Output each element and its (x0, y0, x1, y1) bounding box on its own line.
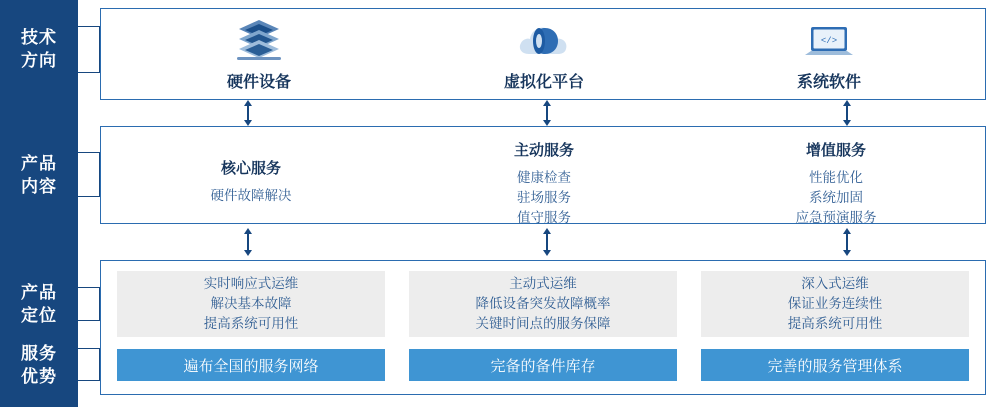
rail-label-service-advantage (0, 342, 78, 388)
rail-label-line: 产品 (21, 283, 57, 302)
positioning-line: 提高系统可用性 (787, 316, 883, 331)
positioning-line: 降低设备突发故障概率 (475, 296, 611, 311)
laptop-code-icon (699, 15, 959, 67)
positioning-box-proactive[interactable] (409, 271, 677, 337)
rail-label-line: 产品 (21, 154, 57, 173)
content-column-proactive[interactable] (404, 139, 684, 228)
svg-text:</>: </> (820, 36, 838, 46)
advantage-box-management[interactable]: 完善的服务管理体系 (701, 349, 969, 381)
content-item: 系统加固 (809, 190, 863, 205)
rail-connector (78, 152, 100, 153)
arrow-content-to-bottom (840, 228, 854, 256)
content-item: 性能优化 (809, 170, 863, 185)
content-item: 应急预演服务 (795, 210, 877, 225)
tech-column-label: 系统软件 (796, 74, 861, 91)
rail-connector (78, 348, 100, 349)
rail-label-line: 优势 (21, 367, 57, 386)
arrow-content-to-bottom (241, 228, 255, 256)
rail-connector (78, 287, 100, 288)
rail-connector (78, 196, 100, 197)
arrow-tech-to-content (540, 100, 554, 126)
content-column-valueadded[interactable] (696, 139, 976, 228)
rail-label-tech-direction (0, 26, 78, 72)
rail-connector (78, 26, 100, 27)
arrow-content-to-bottom (540, 228, 554, 256)
arrow-tech-to-content (840, 100, 854, 126)
positioning-line: 实时响应式运维 (203, 276, 299, 291)
rail-label-line: 定位 (21, 306, 57, 325)
content-column-core[interactable] (111, 139, 391, 206)
rail-connector (78, 72, 100, 73)
positioning-advantage-panel (100, 260, 986, 395)
tech-column-label: 硬件设备 (226, 74, 291, 91)
arrow-tech-to-content (241, 100, 255, 126)
rail-label-line: 服务 (21, 344, 57, 363)
content-item: 驻场服务 (517, 190, 571, 205)
positioning-line: 深入式运维 (801, 276, 869, 291)
positioning-box-realtime[interactable] (117, 271, 385, 337)
positioning-line: 保证业务连续性 (787, 296, 883, 311)
positioning-line: 解决基本故障 (210, 296, 292, 311)
content-column-head: 核心服务 (220, 160, 281, 177)
product-content-panel (100, 126, 986, 224)
rail-label-line: 方向 (21, 51, 57, 70)
rail-label-line: 技术 (21, 28, 57, 47)
rail-connector (78, 320, 100, 321)
server-stack-icon (129, 15, 389, 67)
positioning-line: 关键时间点的服务保障 (475, 316, 611, 331)
content-item: 值守服务 (517, 210, 571, 225)
rail-label-line: 内容 (21, 177, 57, 196)
tech-direction-panel (100, 8, 986, 100)
advantage-box-network[interactable]: 遍布全国的服务网络 (117, 349, 385, 381)
tech-column-software[interactable] (699, 15, 959, 92)
content-item: 健康检查 (517, 170, 571, 185)
content-item: 硬件故障解决 (210, 188, 292, 203)
rail-label-product-content (0, 152, 78, 198)
rail-connector (78, 380, 100, 381)
positioning-line: 主动式运维 (509, 276, 577, 291)
positioning-line: 提高系统可用性 (203, 316, 299, 331)
rail-label-product-position (0, 281, 78, 327)
cloud-virtualization-icon (414, 15, 674, 67)
content-column-head: 主动服务 (513, 142, 574, 159)
tech-column-label: 虚拟化平台 (503, 74, 584, 91)
positioning-box-deep[interactable] (701, 271, 969, 337)
content-column-head: 增值服务 (805, 142, 866, 159)
advantage-box-spare-parts[interactable]: 完备的备件库存 (409, 349, 677, 381)
tech-column-virtualization[interactable] (414, 15, 674, 92)
tech-column-hardware[interactable] (129, 15, 389, 92)
